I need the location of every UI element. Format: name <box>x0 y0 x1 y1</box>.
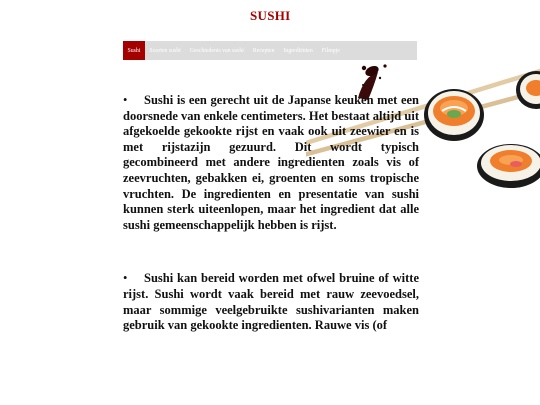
nav-item-sushi[interactable]: Sushi <box>123 41 145 60</box>
paragraph-text: Sushi kan bereid worden met ofwel bruine of witte rijst. Sushi wordt vaak bereid met rauw zeevoedsel, maar sommige veelgebruikte sushivarianten maken gebruik van gekookte ingredienten. Rauwe vis (of <box>123 271 419 333</box>
nav-item-soorten-sushi[interactable]: Soorten sushi <box>149 47 181 54</box>
bullet: • <box>123 93 128 107</box>
site-title: SUSHI <box>250 8 291 23</box>
paragraph-intro <box>123 93 419 233</box>
nav-item-recepten[interactable]: Recepten <box>252 47 275 54</box>
article-content <box>123 93 419 372</box>
paragraph-text: Sushi is een gerecht uit de Japanse keuken met een doorsnede van enkele centimeters. Het bestaat altijd uit afgekoelde gekookte rijst en vaak ook uit zeewier en is met rijstazijn gezuurd. Dit wordt typisch gecombineerd met andere ingredienten zoals vis of zeevruchten, gebakken ei, groenten en soms tropische vruchten. De ingredienten en presentatie van sushi kunnen sterk uiteenlopen, maar het ingredient dat alle sushi gemeenschappelijk hebben is rijst. <box>123 93 419 232</box>
main-navigation <box>123 41 417 60</box>
nav-item-ingredienten[interactable]: Ingrediënten <box>283 47 313 54</box>
sushi-roll-held <box>424 89 484 141</box>
bullet: • <box>123 271 128 286</box>
nav-item-geschiedenis[interactable]: Geschiedenis van sushi <box>189 47 244 54</box>
paragraph-preparation <box>123 271 419 333</box>
nav-item-filmpje[interactable]: Filmpje <box>321 47 340 54</box>
